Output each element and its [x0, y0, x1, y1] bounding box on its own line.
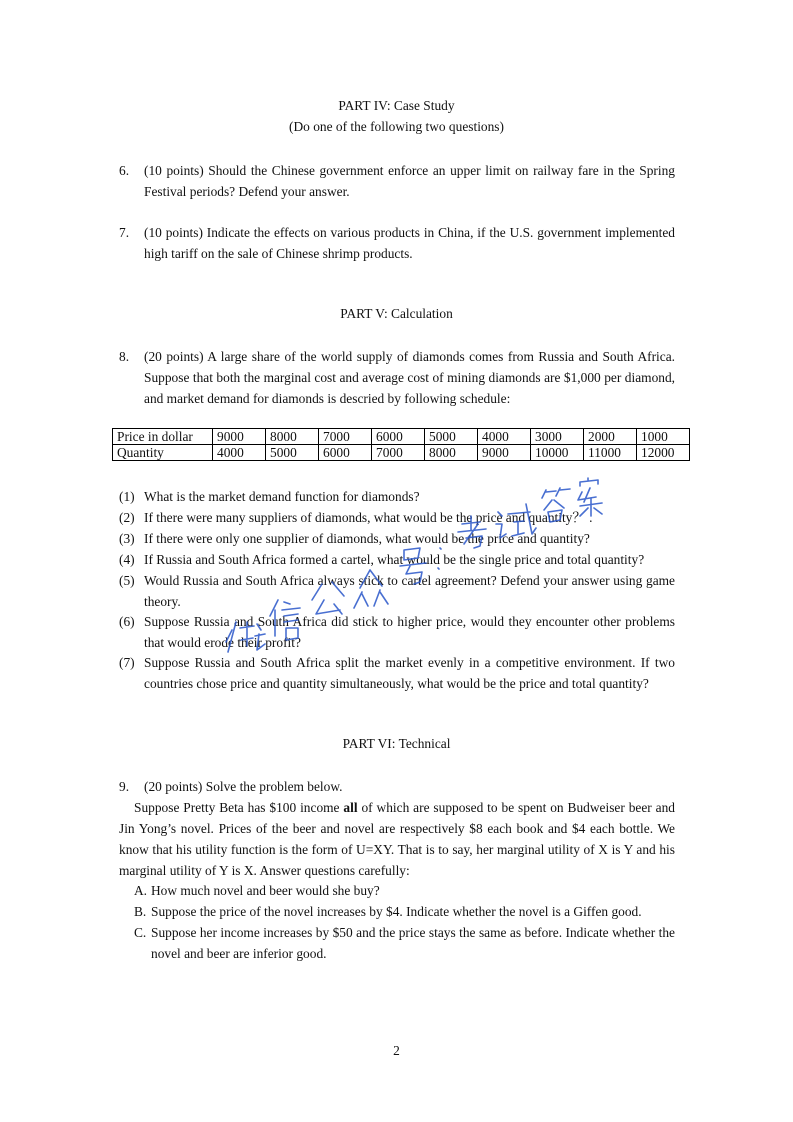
item-number: (3): [119, 531, 135, 546]
table-cell: 11000: [584, 445, 637, 461]
item-text: If Russia and South Africa formed a cartel, what would be the single price and total quantity?: [144, 552, 645, 567]
item-number: (6): [119, 614, 135, 629]
list-item: [119, 549, 675, 570]
item-text: If there were many suppliers of diamonds, what would be the price and quantity？ .: [144, 510, 593, 525]
question-text: (20 points) A large share of the world supply of diamonds comes from Russia and South Africa. Suppose that both the marginal cost and average cost of mining diamonds are $1,000 per diamond, and market demand for diamonds is descried by following schedule:: [144, 349, 675, 406]
table-cell: 10000: [531, 445, 584, 461]
table-cell: 4000: [213, 445, 266, 461]
table-cell: 8000: [266, 429, 319, 445]
question-number: 8.: [119, 349, 130, 364]
paragraph-text-1: Suppose Pretty Beta has $100 income: [134, 800, 344, 815]
table-row-label: Quantity: [113, 445, 213, 461]
question-6: [119, 160, 675, 202]
list-item: [119, 528, 675, 549]
table-cell: 6000: [319, 445, 372, 461]
item-text: What is the market demand function for diamonds?: [144, 489, 420, 504]
item-text: Would Russia and South Africa always stick to cartel agreement? Defend your answer using game theory.: [144, 573, 675, 609]
demand-schedule-table: [112, 428, 690, 461]
table-row-quantity: [113, 445, 690, 461]
question-number: 7.: [119, 225, 130, 240]
table-cell: 8000: [425, 445, 478, 461]
sub-question-letter: A.: [134, 883, 148, 898]
emphasis-all: all: [343, 800, 358, 815]
table-cell: 4000: [478, 429, 531, 445]
sub-question-text: Suppose the price of the novel increases by $4. Indicate whether the novel is a Giffen good.: [151, 904, 642, 919]
problem-paragraph: [119, 797, 675, 881]
question-number: 6.: [119, 163, 130, 178]
question-text: (20 points) Solve the problem below.: [144, 779, 343, 794]
part4-title: PART IV: Case Study: [338, 98, 455, 113]
item-text: Suppose Russia and South Africa split the market evenly in a competitive environment. If two countries chose price and quantity simultaneously, what would be the price and total quantity?: [144, 655, 675, 691]
list-item: [119, 611, 675, 653]
item-number: (4): [119, 552, 135, 567]
sub-question-letter: C.: [134, 925, 147, 940]
table-row-label: Price in dollar: [113, 429, 213, 445]
table-cell: 5000: [425, 429, 478, 445]
list-item: [119, 507, 675, 528]
list-item: [119, 570, 675, 612]
table-cell: 9000: [213, 429, 266, 445]
question-text: (10 points) Indicate the effects on various products in China, if the U.S. government implemented high tariff on the sale of Chinese shrimp products.: [144, 225, 675, 261]
list-item: [119, 652, 675, 694]
item-number: (7): [119, 655, 135, 670]
item-text: If there were only one supplier of diamonds, what would be the price and quantity?: [144, 531, 590, 546]
table-cell: 6000: [372, 429, 425, 445]
table-cell: 3000: [531, 429, 584, 445]
sub-question-c: [134, 922, 675, 964]
part4-subtitle: (Do one of the following two questions): [289, 119, 504, 134]
sub-question-text: How much novel and beer would she buy?: [151, 883, 380, 898]
question-text: (10 points) Should the Chinese government enforce an upper limit on railway fare in the Spring Festival periods? Defend your answer.: [144, 163, 675, 199]
table-cell: 9000: [478, 445, 531, 461]
sub-question-letter: B.: [134, 904, 147, 919]
item-number: (5): [119, 573, 135, 588]
sub-question-a: [134, 880, 675, 901]
list-item: [119, 486, 675, 507]
table-cell: 7000: [319, 429, 372, 445]
table-cell: 12000: [637, 445, 690, 461]
table-cell: 1000: [637, 429, 690, 445]
sub-question-b: [134, 901, 675, 922]
part5-title: PART V: Calculation: [340, 306, 453, 321]
item-text: Suppose Russia and South Africa did stick to higher price, would they encounter other problems that would erode their profit?: [144, 614, 675, 650]
item-number: (2): [119, 510, 135, 525]
paragraph-text-2: of which are supposed to be spent on Budweiser beer and Jin Yong’s novel. Prices of the beer and novel are respectively $8 each book and $4 each bottle. We know that his utility function is the form of U=XY. That is to say, her marginal utility of X is Y and his marginal utility of Y is X. Answer questions carefully:: [119, 800, 675, 878]
page-number: 2: [393, 1043, 400, 1058]
question-8: [119, 346, 675, 409]
table-row-price: [113, 429, 690, 445]
question-number: 9.: [119, 779, 130, 794]
sub-question-text: Suppose her income increases by $50 and the price stays the same as before. Indicate whether the novel and beer are inferior good.: [151, 925, 675, 961]
table-cell: 7000: [372, 445, 425, 461]
table-cell: 2000: [584, 429, 637, 445]
part6-title: PART VI: Technical: [342, 736, 451, 751]
question-9: [119, 776, 675, 797]
question-7: [119, 222, 675, 264]
table-cell: 5000: [266, 445, 319, 461]
item-number: (1): [119, 489, 135, 504]
